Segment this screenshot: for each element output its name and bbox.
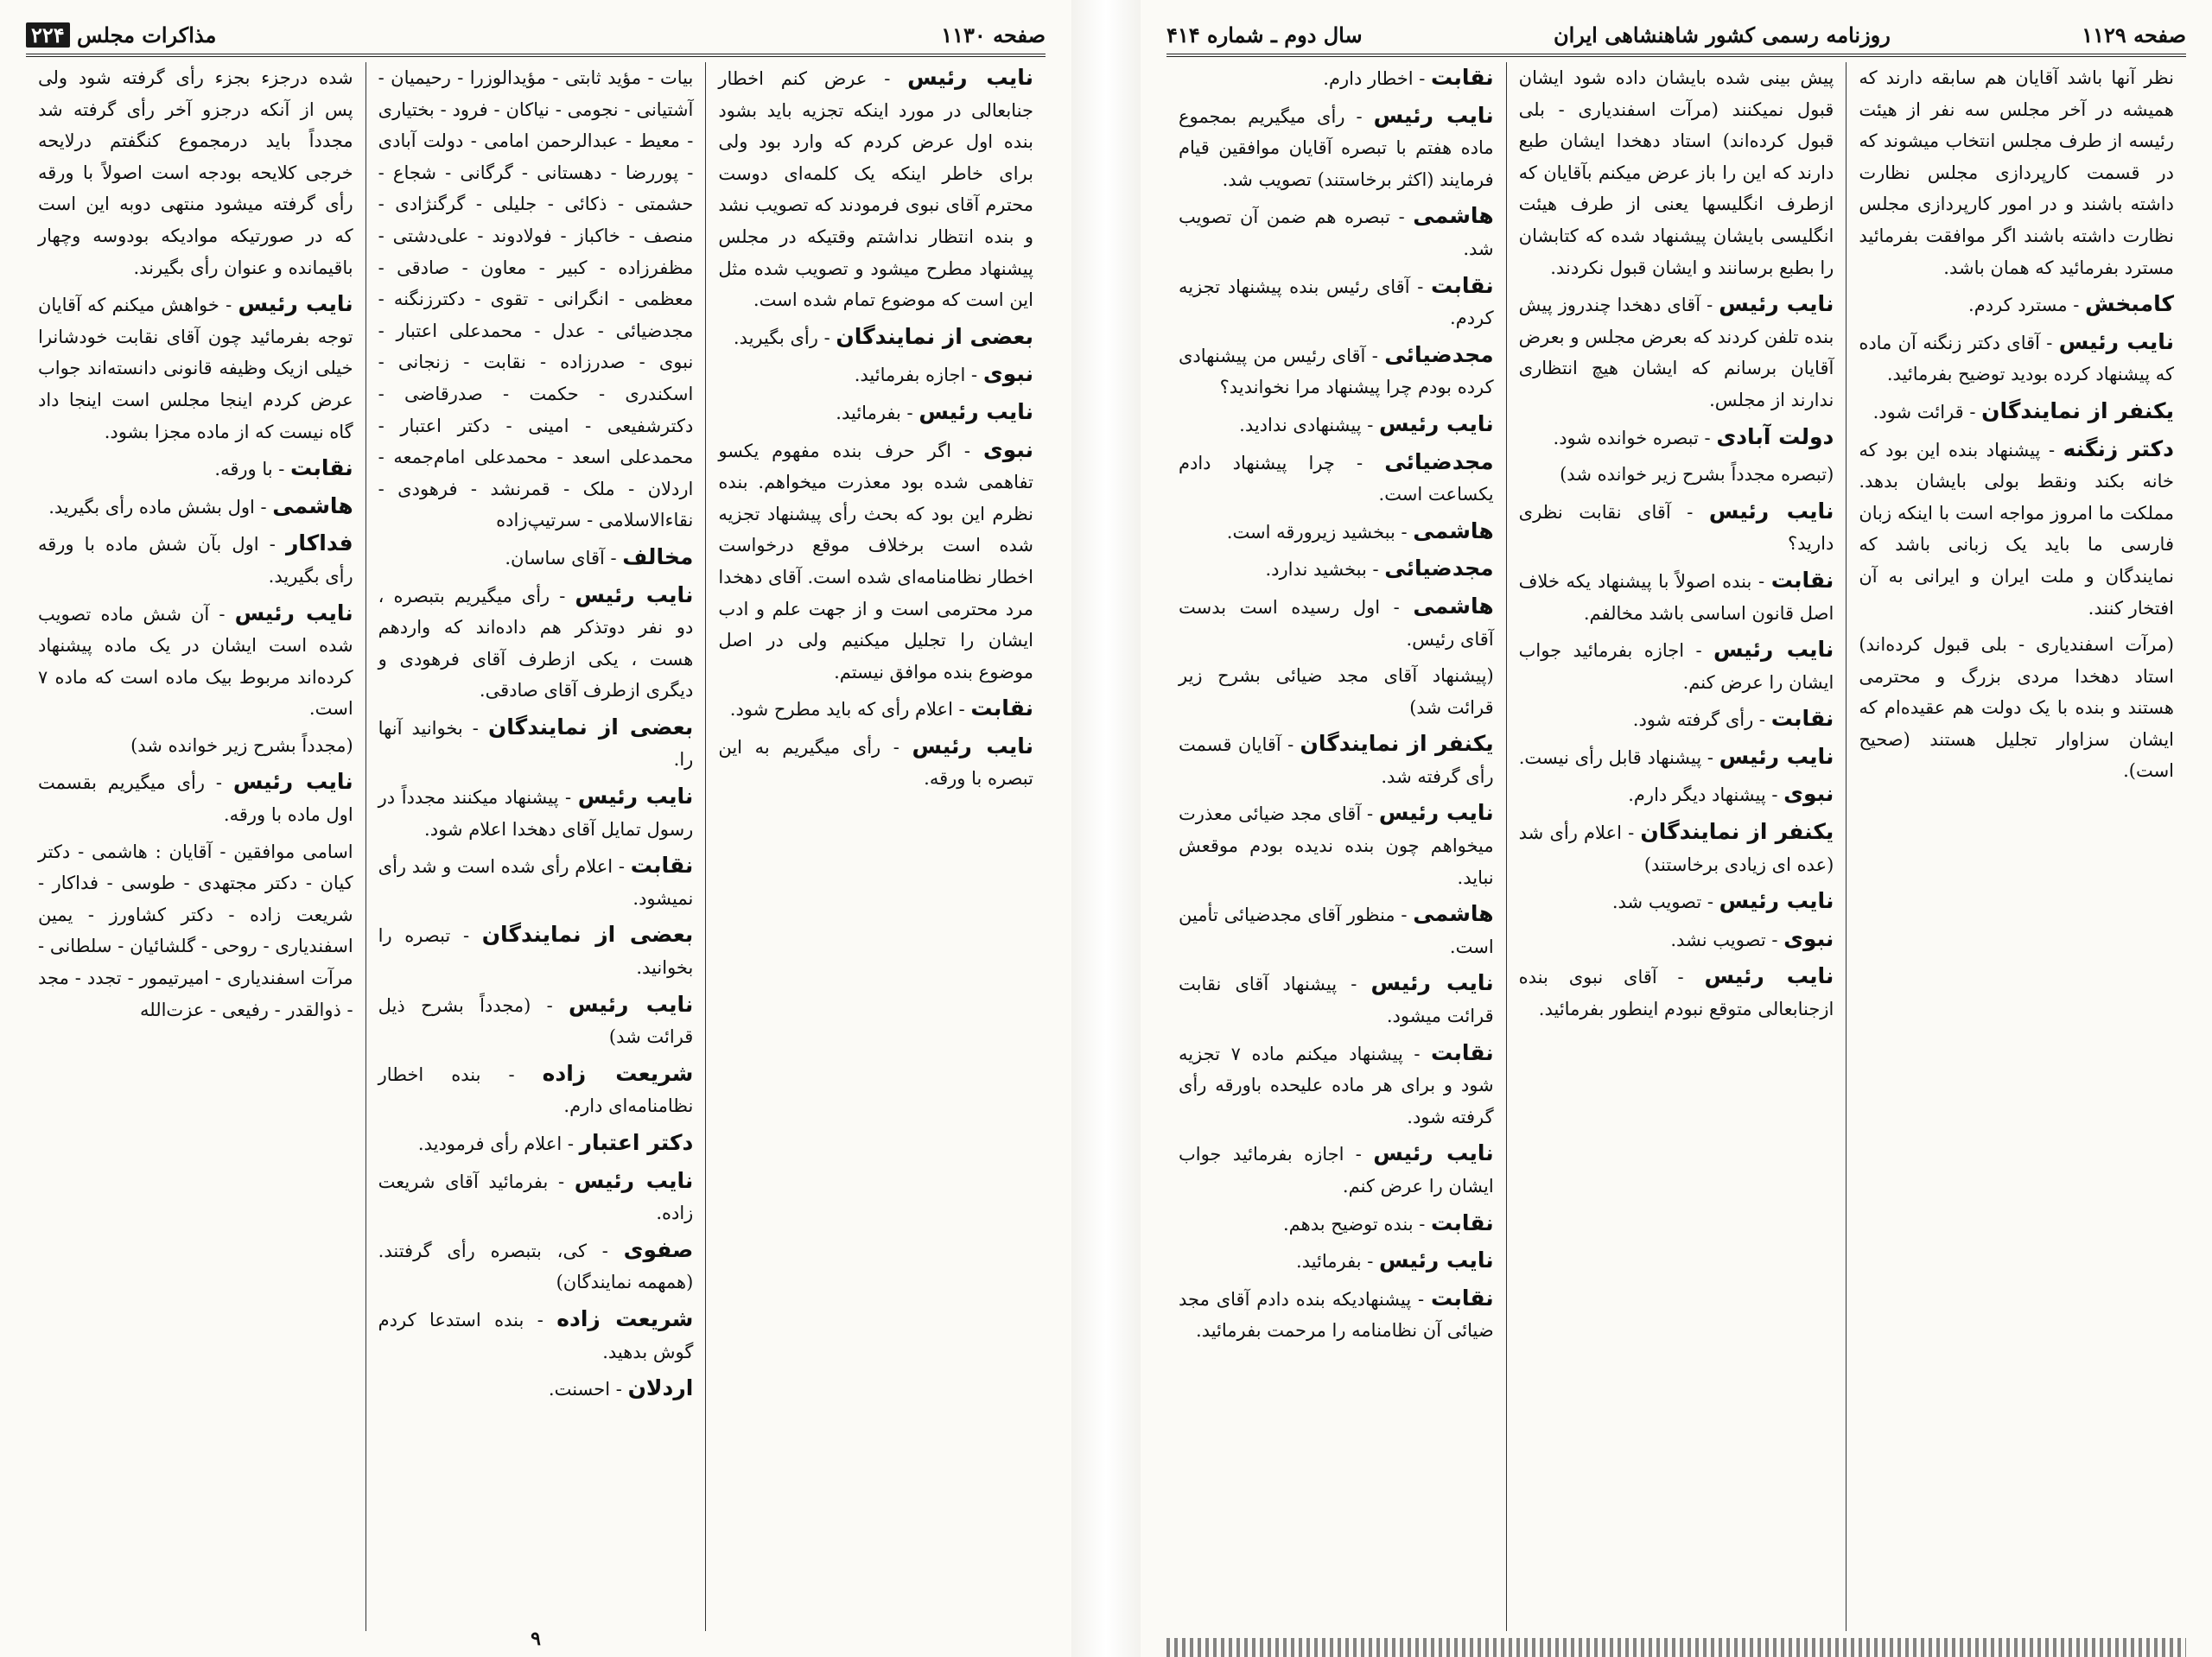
right-col-1	[1846, 62, 2186, 1631]
right-page-header	[1166, 16, 2186, 57]
left-page-columns	[26, 62, 1046, 1631]
speaker-name: نایب رئیس	[569, 991, 694, 1017]
paragraph-text: اسامی موافقین - آقایان : هاشمی - دکتر کیان - دکتر مجتهدی - طوسی - فداکار - شریعت زاده - دکتر کشاورز - یمین اسفندیاری - روحی - گلشائیان - سلطانی - مرآت اسفندیاری - امیرتیمور - تجدد - مجد - ذوالقدر - رفیعی - عزت‌الله	[37, 841, 353, 1020]
transcript-paragraph	[1519, 741, 1834, 774]
speaker-name: نایب رئیس	[1719, 291, 1834, 317]
paragraph-text: - بخوانید آنها را.	[378, 717, 694, 771]
transcript-paragraph	[378, 989, 694, 1053]
speaker-name: بعضی از نمایندگان	[836, 323, 1033, 349]
transcript-paragraph	[1859, 629, 2174, 787]
left-col-3	[26, 62, 365, 1631]
speaker-name: نقابت	[1770, 706, 1834, 732]
paragraph-text: - رأی میگیریم به این تبصره با ورقه.	[718, 736, 1033, 790]
transcript-paragraph	[378, 850, 694, 914]
speaker-name: هاشمی	[1413, 901, 1494, 927]
transcript-paragraph	[1519, 778, 1834, 811]
speaker-name: نقابت	[1431, 1039, 1494, 1065]
transcript-paragraph	[1859, 434, 2174, 625]
transcript-paragraph	[38, 836, 353, 1026]
paragraph-text: - بنده استدعا کردم گوش بدهید.	[378, 1309, 694, 1362]
transcript-paragraph	[1179, 270, 1494, 334]
speaker-name: مجدضیائی	[1384, 341, 1494, 367]
speaker-name: نبوی	[982, 361, 1033, 387]
speaker-name: دولت آبادی	[1716, 423, 1834, 449]
paragraph-text: - پیشنهادیکه بنده دادم آقای مجد ضیائی آن نظامنامه را مرحمت بفرمائید.	[1178, 1288, 1494, 1342]
paragraph-text: - قرائت شود.	[1872, 401, 1976, 422]
paragraph-text: - اول بشش ماده رأی بگیرید.	[48, 496, 267, 517]
transcript-paragraph	[1519, 459, 1834, 491]
paragraph-text: - آقای ساسان.	[505, 547, 617, 568]
speaker-name: مجدضیائی	[1384, 448, 1494, 474]
paragraph-text: (مجدداً بشرح زیر خوانده شد)	[130, 734, 353, 756]
speaker-name: دکتر زنگنه	[2063, 435, 2174, 461]
speaker-name: نایب رئیس	[1370, 970, 1494, 996]
paragraph-text: - مسترد کردم.	[1968, 295, 2080, 316]
issue-stamp: ۲۲۴	[26, 22, 70, 48]
transcript-paragraph	[1179, 1038, 1494, 1133]
speaker-name: هاشمی	[1413, 517, 1494, 543]
transcript-paragraph	[1859, 327, 2174, 390]
transcript-paragraph	[718, 435, 1033, 689]
speaker-name: نقابت	[970, 695, 1033, 721]
transcript-paragraph	[378, 1127, 694, 1160]
paragraph-text: - ببخشید ندارد.	[1265, 559, 1379, 581]
transcript-paragraph	[1179, 516, 1494, 549]
paragraph-text: - اجازه بفرمائید.	[854, 365, 978, 386]
right-page-number: صفحه ۱۱۲۹	[2082, 22, 2186, 48]
speaker-name: نایب رئیس	[1713, 637, 1834, 663]
paragraph-text: - تصویب شد.	[1611, 892, 1713, 913]
paragraph-text: - ببخشید زیرورقه است.	[1226, 521, 1408, 543]
right-col-2	[1506, 62, 1847, 1631]
paragraph-text: - اعلام رأی فرمودید.	[417, 1133, 574, 1154]
paragraph-text: - آن شش ماده تصویب شده است ایشان در یک ماده پیشنهاد کرده‌اند مربوط بیک ماده است که ماده ۷ است.	[37, 603, 353, 720]
paragraph-text: - منظور آقای مجدضیائی تأمین است.	[1178, 905, 1494, 957]
paragraph-text: بیات - مؤید ثابتی - مؤیدالوزرا - رحیمیان - آشتیانی - نجومی - نیاکان - فرود - بختیاری - معیط - عبدالرحمن امامی - دولت آبادی - پوررضا - دهستانی - گرگانی - شجاع - حشمتی - ذکائی - جلیلی - گرگنژادی - منصف - خاکباز - فولادوند - علی‌دشتی - مظفرزاده - کبیر - معاون - صادقی - معظمی - انگرانی - تقوی - دکترزنگنه - مجدضیائی - عدل - محمدعلی اعتبار - نبوی - صدرزاده - نقابت - زنجانی - اسکندری - حکمت - صدرقاضی - دکترشفیعی - امینی - دکتر اعتبار - محمدعلی اسعد - محمدعلی امام‌جمعه - اردلان - ملک - قمرنشد - فرهودی - نقاءالاسلامی - سرتیپ‌زاده	[378, 67, 694, 531]
transcript-paragraph	[378, 919, 694, 983]
speaker-name: نایب رئیس	[1379, 1248, 1494, 1273]
transcript-paragraph	[38, 766, 353, 830]
paragraph-text: نظر آنها باشد آقایان هم سابقه دارند که همیشه در آخر مجلس سه نفر از هیئت رئیسه از طرف مجلس انتخاب میشوند که در قسمت کارپردازی مجلس نظارت داشته باشند و در امور کارپردازی مجلس نظارت داشته باشند اگر موافقت بفرمائید مسترد بفرمائید که همان باشد.	[1859, 67, 2174, 278]
speaker-name: کامبخش	[2085, 291, 2174, 317]
transcript-paragraph	[1179, 447, 1494, 511]
paragraph-text: - پیشنهاد میکنند مجدداً در رسول تمایل آقای دهخدا اعلام شود.	[378, 787, 694, 840]
transcript-paragraph	[1179, 340, 1494, 403]
speaker-name: نقابت	[1431, 65, 1494, 90]
paragraph-text: - بنده اصولاً با پیشنهاد یکه خلاف اصل قانون اساسی باشد مخالفم.	[1518, 570, 1834, 624]
transcript-paragraph	[1179, 62, 1494, 95]
transcript-paragraph	[1179, 797, 1494, 893]
paragraph-text: - پیشنهاد بنده این بود که خانه بکند ونقط بولی بایشان بدهد. مملکت ما امروز مواجه است با اینکه زبان فارسی ما باید یک زبانی باشد که نمایندگان و ملت ایران و ایرانی به آن افتخار کنند.	[1859, 439, 2174, 619]
transcript-paragraph	[1859, 396, 2174, 429]
paragraph-text: - آقای دهخدا چندروز پیش بنده تلفن کردند که بعرض مجلس و بعرض آقایان برسانم که ایشان هیچ انتظاری ندارند از مجلس.	[1518, 295, 1834, 410]
speaker-name: هاشمی	[1413, 203, 1494, 229]
transcript-paragraph	[718, 731, 1033, 795]
paragraph-text: - اجازه بفرمائید جواب ایشان را عرض کنم.	[1518, 640, 1834, 693]
paragraph-text: - رأی بگیرید.	[733, 327, 830, 348]
transcript-paragraph	[378, 1373, 694, 1406]
transcript-paragraph	[718, 321, 1033, 354]
transcript-paragraph	[1179, 728, 1494, 792]
transcript-paragraph	[378, 1304, 694, 1368]
speaker-name: نبوی	[1783, 925, 1834, 951]
speaker-name: یکنفر از نمایندگان	[1300, 731, 1494, 757]
paragraph-text: - اعلام رأی که باید مطرح شود.	[729, 699, 965, 721]
paragraph-text: - رأی گرفته شود.	[1632, 709, 1766, 731]
paragraph-text: - عرض کنم اخطار جنابعالی در مورد اینکه تجزیه باید بشود بنده اول عرض کردم که وارد بود ولی برای خاطر اینکه یک کلمه‌ای دوست محترم آقای نبوی فرمودند که تصویب نشد و بنده انتظار نداشتم وقتیکه در مجلس پیشنهاد مطرح میشود و تصویب شده مثل این است که موضوع تمام شده است.	[718, 68, 1033, 311]
paragraph-text: - خواهش میکنم که آقایان توجه بفرمائید چون آقای نقابت خودشانرا خیلی ازیک وظیفه قانونی دانسته‌اند جواب عرض کردم اینجا مجلس است اینجا داد گاه نیست که از ماده مجزا بشود.	[37, 295, 353, 442]
speaker-name: بعضی از نمایندگان	[481, 922, 694, 948]
left-page-title-text: مذاکرات مجلس	[77, 22, 217, 48]
paragraph-text: - آقای مجد ضیائی معذرت میخواهم چون بنده ندیده بودم موقعش نباید.	[1178, 803, 1494, 888]
paragraph-text: - اعلام رأی شده است و شد رأی نمیشود.	[378, 856, 694, 909]
paragraph-text: - آقای نقابت نظری دارید؟	[1518, 501, 1834, 555]
transcript-paragraph	[1179, 968, 1494, 1032]
transcript-paragraph	[378, 1235, 694, 1298]
paragraph-text: - اول بآن شش ماده با ورقه رأی بگیرید.	[37, 534, 353, 587]
speaker-name: نایب رئیس	[574, 1167, 694, 1193]
speaker-name: هاشمی	[1413, 593, 1494, 619]
speaker-name: شریعت زاده	[542, 1060, 694, 1086]
paragraph-text: - اخطار دارم.	[1323, 68, 1426, 89]
transcript-paragraph	[38, 730, 353, 762]
speaker-name: نایب رئیس	[1379, 410, 1494, 436]
torn-bottom-edge	[1166, 1638, 2186, 1657]
paragraph-text: - رأی میگیریم بقسمت اول ماده با ورقه.	[37, 772, 353, 826]
paragraph-text: - تصویب نشد.	[1670, 929, 1778, 950]
speaker-name: نایب رئیس	[918, 398, 1033, 424]
paragraph-text: - آقایان قسمت رأی گرفته شد.	[1178, 734, 1494, 787]
speaker-name: نایب رئیس	[1719, 743, 1834, 769]
speaker-name: نایب رئیس	[234, 600, 353, 625]
left-page-folio: ۹	[531, 1628, 541, 1650]
paragraph-text: پیش بینی شده بایشان داده شود ایشان قبول نمیکنند (مرآت اسفندیاری - بلی قبول کرده‌اند) استاد دهخدا ایشان طبع دارند که این را باز عرض میکنم بآقایان که ازطرف انگلیسها یعنی از طرف هیئت انگلیسی بایشان پیشنهاد شده که کتابشان را بطبع برسانند و ایشان قبول نکردند.	[1518, 67, 1834, 278]
left-page-header	[26, 16, 1046, 57]
paragraph-text: - بنده توضیح بدهم.	[1283, 1213, 1426, 1235]
speaker-name: یکنفر از نمایندگان	[1981, 397, 2174, 423]
paragraph-text: - کی، بتبصره رأی گرفتند. (همهمه نمایندگان)	[378, 1240, 694, 1293]
transcript-paragraph	[718, 62, 1033, 316]
speaker-name: یکنفر از نمایندگان	[1640, 819, 1834, 845]
speaker-name: نایب رئیس	[912, 733, 1034, 759]
right-page-columns	[1166, 62, 2186, 1631]
transcript-paragraph	[718, 359, 1033, 391]
right-page	[1141, 0, 2212, 1657]
transcript-paragraph	[1519, 634, 1834, 698]
transcript-paragraph	[38, 62, 353, 283]
transcript-paragraph	[1179, 1138, 1494, 1202]
transcript-paragraph	[1179, 1283, 1494, 1347]
transcript-paragraph	[1519, 422, 1834, 454]
paragraph-text: - رأی میگیریم بتبصره ، دو نفر دوتذکر هم داده‌اند که واردهم هست ، یکی ازطرف آقای فرهودی و دیگری ازطرف آقای صادقی.	[378, 585, 694, 702]
paragraph-text: - (مجدداً بشرح ذیل قرائت شد)	[378, 994, 694, 1048]
paragraph-text: (مرآت اسفندیاری - بلی قبول کرده‌اند) استاد دهخدا مردی بزرگ و محترمی هستند و بنده با یک دولت هم عقیده‌ام که ایشان سزاوار تجلیل هستند (صحیح است).	[1859, 634, 2174, 782]
speaker-name: مخالف	[622, 543, 694, 569]
transcript-paragraph	[1519, 924, 1834, 956]
paragraph-text: - آقای نبوی بنده ازجنابعالی متوقع نبودم اینطور بفرمائید.	[1518, 967, 1834, 1020]
speaker-name: نایب رئیس	[1378, 800, 1494, 826]
speaker-name: نایب رئیس	[907, 65, 1033, 90]
transcript-paragraph	[38, 491, 353, 524]
paragraph-text: - پیشنهاد دیگر دارم.	[1628, 784, 1778, 806]
paragraph-text: - تبصره هم ضمن آن تصویب شد.	[1178, 206, 1494, 259]
paragraph-text: - احسنت.	[548, 1379, 622, 1400]
transcript-paragraph	[1179, 409, 1494, 441]
left-col-1	[705, 62, 1046, 1631]
paragraph-text: - بفرمائید آقای شریعت زاده.	[378, 1171, 694, 1224]
transcript-paragraph	[1519, 62, 1834, 283]
speaker-name: نایب رئیس	[232, 769, 353, 795]
speaker-name: دکتر اعتبار	[579, 1130, 694, 1155]
transcript-paragraph	[1179, 898, 1494, 962]
paragraph-text: - پیشنهاد قابل رأی نیست.	[1518, 746, 1713, 768]
speaker-name: فداکار	[285, 530, 353, 556]
paragraph-text: - با ورقه.	[214, 459, 285, 480]
right-page-issue: سال دوم ـ شماره ۴۱۴	[1166, 22, 1363, 48]
paragraph-text: - بفرمائید.	[1295, 1251, 1374, 1273]
paragraph-text: - آقای رئیس من پیشنهادی کرده بودم چرا پیشنهاد مرا نخواندید؟	[1178, 345, 1494, 398]
paragraph-text: - پیشنهادی ندادید.	[1239, 414, 1374, 435]
speaker-name: بعضی از نمایندگان	[487, 714, 694, 740]
speaker-name: صفوی	[623, 1236, 694, 1262]
paragraph-text: - اگر حرف بنده مفهوم یکسو تفاهمی شده بود معذرت میخواهم. بنده نظرم این بود که بحث رأی پیشنهاد تجزیه شده است برخلاف موقع درخواست اخطار نظامنامه‌ای شده است. آقای دهخدا مرد محترمی است و از جهت علم و ادب ایشان را تجلیل میکنیم ولی در اصل موضوع بنده موافق نیستم.	[718, 440, 1033, 682]
speaker-name: نایب رئیس	[238, 291, 353, 317]
speaker-name: نقابت	[1770, 567, 1834, 593]
speaker-name: نقابت	[290, 455, 353, 481]
transcript-paragraph	[1519, 886, 1834, 918]
right-col-3	[1166, 62, 1506, 1631]
speaker-name: مجدضیائی	[1384, 556, 1494, 581]
transcript-paragraph	[718, 693, 1033, 726]
transcript-paragraph	[378, 1058, 694, 1122]
paragraph-text: - بنده اخطار نظامنامه‌ای دارم.	[378, 1063, 694, 1117]
transcript-paragraph	[38, 598, 353, 725]
transcript-paragraph	[378, 62, 694, 536]
transcript-paragraph	[38, 289, 353, 448]
paragraph-text: - آقای دکتر زنگنه آن ماده که پیشنهاد کرده بودید توضیح بفرمائید.	[1859, 332, 2174, 385]
transcript-paragraph	[1519, 961, 1834, 1025]
paragraph-text: - چرا پیشنهاد دادم یکساعت است.	[1178, 452, 1494, 505]
transcript-paragraph	[1519, 496, 1834, 560]
speaker-name: هاشمی	[272, 492, 353, 518]
transcript-paragraph	[1859, 62, 2174, 283]
speaker-name: نایب رئیس	[1373, 102, 1494, 128]
speaker-name: نقابت	[1431, 272, 1494, 298]
transcript-paragraph	[378, 1165, 694, 1229]
transcript-paragraph	[1179, 591, 1494, 655]
transcript-paragraph	[38, 528, 353, 592]
paragraph-text: شده درجزء بجزء رأی گرفته شود ولی پس از آنکه درجزو آخر رأی گرفته شد مجدداً باید درمجموع کنگفتم درلایحه خرجی کلایحه بودجه است اصولاً با ورقه رأی گرفته میشود منتهی دوبه این است که در صورتیکه موادیکه بودوسه وچهار باقیمانده و عنوان رأی بگیرند.	[37, 67, 353, 278]
paragraph-text: - تبصره را بخوانید.	[378, 925, 694, 979]
speaker-name: نایب رئیس	[1708, 498, 1834, 524]
transcript-paragraph	[1179, 100, 1494, 196]
paragraph-text: (تبصره مجدداً بشرح زیر خوانده شد)	[1560, 464, 1834, 486]
paragraph-text: - اجازه بفرمائید جواب ایشان را عرض کنم.	[1178, 1144, 1494, 1197]
right-page-title: روزنامه رسمی کشور شاهنشاهی ایران	[1553, 22, 1891, 48]
transcript-paragraph	[1519, 565, 1834, 629]
paragraph-text: - تبصره خوانده شود.	[1553, 427, 1711, 448]
speaker-name: نایب رئیس	[577, 784, 694, 809]
speaker-name: نایب رئیس	[2058, 328, 2174, 354]
book-gutter	[1071, 0, 1141, 1657]
transcript-paragraph	[1179, 200, 1494, 264]
paragraph-text: - اعلام رأی شد (عده ای زیادی برخاستند)	[1518, 822, 1834, 875]
speaker-name: نقابت	[1431, 1209, 1494, 1235]
transcript-paragraph	[378, 712, 694, 776]
transcript-paragraph	[378, 580, 694, 707]
transcript-paragraph	[378, 542, 694, 575]
transcript-paragraph	[378, 781, 694, 845]
speaker-name: نقابت	[630, 853, 694, 879]
speaker-name: نبوی	[1783, 781, 1834, 807]
transcript-paragraph	[1179, 1208, 1494, 1241]
transcript-paragraph	[1179, 553, 1494, 586]
speaker-name: نایب رئیس	[1373, 1140, 1494, 1166]
paragraph-text: - پیشنهاد میکنم ماده ۷ تجزیه شود و برای هر ماده علیحده باورقه رأی گرفته شود.	[1178, 1043, 1494, 1127]
speaker-name: اردلان	[627, 1375, 694, 1401]
paragraph-text: - بفرمائید.	[836, 402, 913, 423]
left-page-number: صفحه ۱۱۳۰	[941, 22, 1046, 48]
transcript-paragraph	[1859, 289, 2174, 321]
speaker-name: نایب رئیس	[1719, 888, 1834, 914]
speaker-name: نایب رئیس	[575, 581, 694, 607]
speaker-name: نبوی	[982, 436, 1033, 462]
transcript-paragraph	[1179, 660, 1494, 723]
paragraph-text: - رأی میگیریم بمجموع ماده هفتم با تبصره آقایان موافقین قیام فرمایند (اکثر برخاستند) تصویب شد.	[1178, 105, 1494, 190]
transcript-paragraph	[1179, 1245, 1494, 1278]
transcript-paragraph	[1519, 703, 1834, 736]
speaker-name: نقابت	[1431, 1285, 1494, 1311]
paragraph-text: (پیشنهاد آقای مجد ضیائی بشرح زیر قرائت شد)	[1178, 665, 1494, 718]
left-page	[0, 0, 1071, 1657]
left-col-2	[365, 62, 706, 1631]
transcript-paragraph	[38, 453, 353, 486]
left-page-title	[26, 22, 216, 48]
transcript-paragraph	[1519, 816, 1834, 880]
speaker-name: شریعت زاده	[556, 1305, 694, 1331]
transcript-paragraph	[718, 397, 1033, 429]
transcript-paragraph	[1519, 289, 1834, 416]
paragraph-text: - پیشنهاد آقای نقابت قرائت میشود.	[1178, 974, 1494, 1027]
speaker-name: نایب رئیس	[1704, 963, 1834, 989]
paragraph-text: - اول رسیده است بدست آقای رئیس.	[1178, 596, 1494, 650]
paragraph-text: - آقای رئیس بنده پیشنهاد تجزیه کردم.	[1178, 276, 1494, 329]
